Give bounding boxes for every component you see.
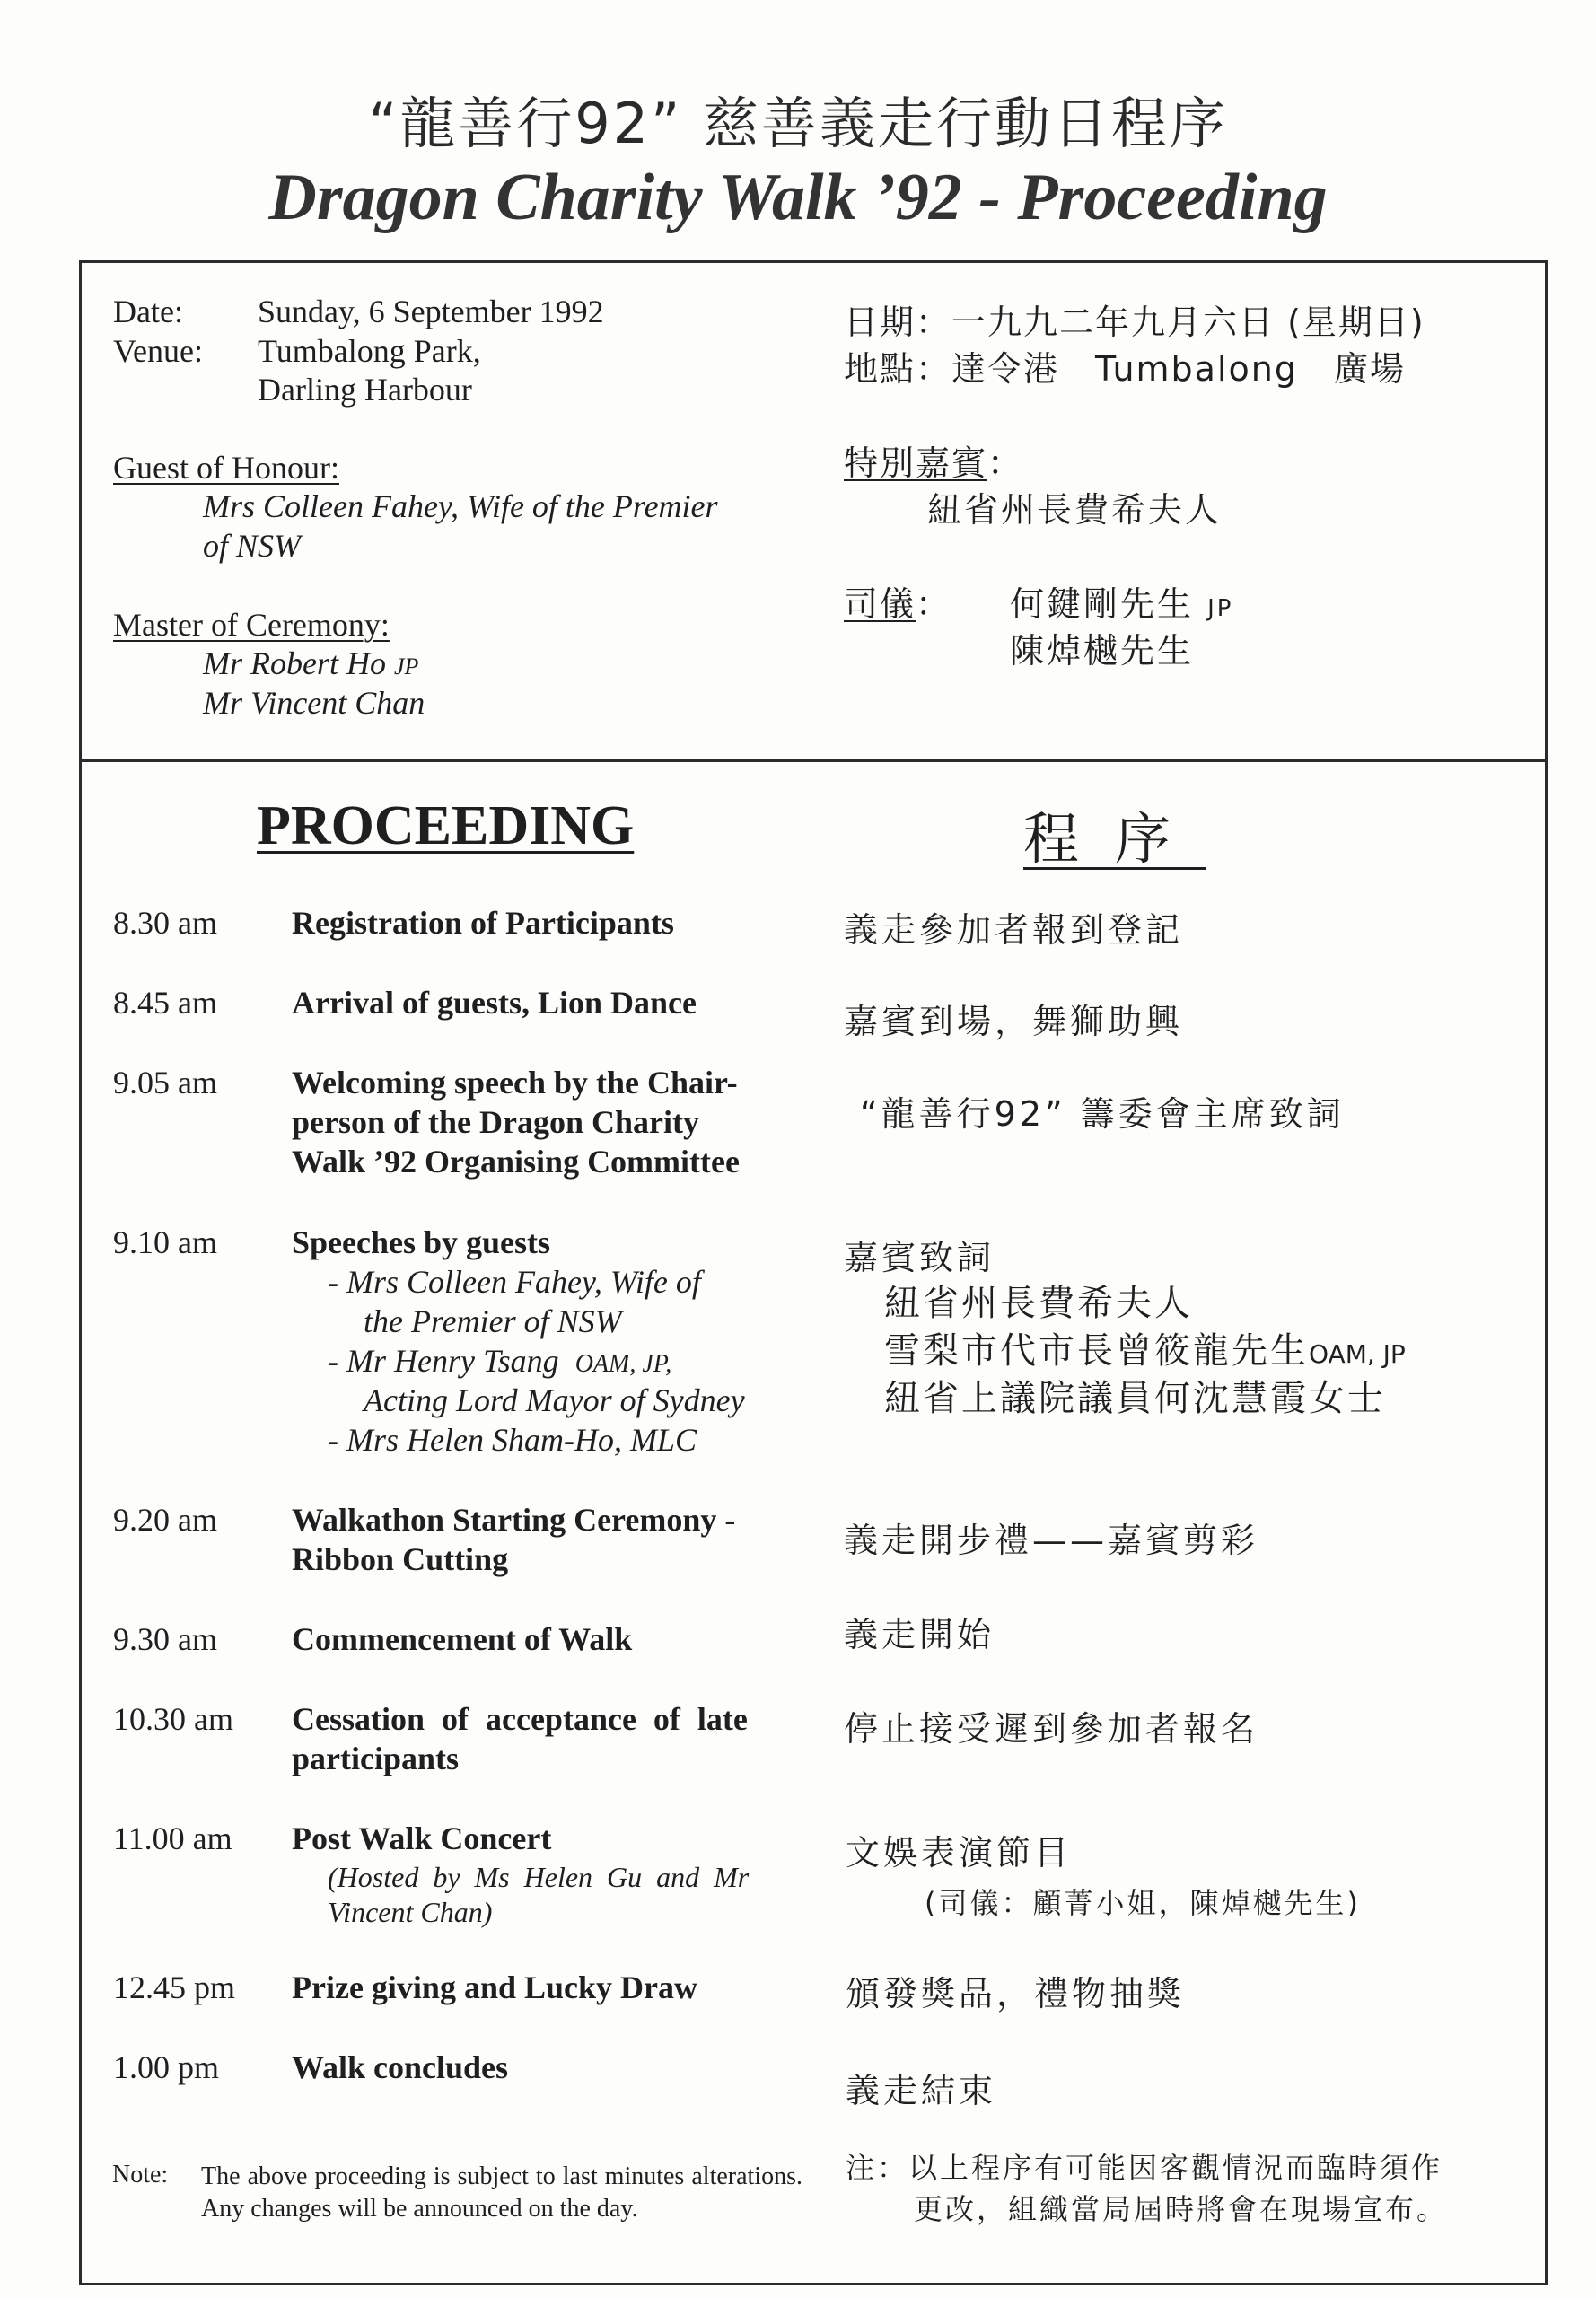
schedule-event-cn: 嘉賓致詞 [844, 1238, 995, 1277]
venue-line-2: Darling Harbour [258, 372, 472, 408]
mc-cn-line-2: 陳焯樾先生 [1010, 631, 1195, 671]
note-cn-line-2: 更改，組織當局屆時將會在現場宣布。 [914, 2192, 1449, 2226]
schedule-event-cn: “龍善行92” 籌委會主席致詞 [860, 1094, 1345, 1134]
mc-label-cn-colon: ： [916, 584, 952, 624]
schedule-event: Arrival of guests, Lion Dance [292, 985, 697, 1021]
schedule-event-line-2: participants [292, 1741, 460, 1776]
schedule-time: 11.00 am [113, 1820, 232, 1856]
schedule-event-cn: 義走結束 [846, 2071, 997, 2110]
guest-speaker-cn-2-name: 雪梨市代市長曾筱龍先生 [884, 1330, 1309, 1372]
guest-label-cn-text: 特別嘉賓 [844, 443, 988, 483]
date-value: Sunday, 6 September 1992 [258, 294, 604, 329]
guest-speaker-cn-1: 紐省州長費希夫人 [884, 1283, 1193, 1324]
guest-speaker-2-line-2: Acting Lord Mayor of Sydney [364, 1382, 745, 1418]
guest-speaker-2-suffix: OAM, JP, [574, 1350, 672, 1378]
schedule-event-line-2: Ribbon Cutting [292, 1541, 509, 1577]
note-label: Note: [112, 2161, 169, 2188]
concert-host-line-1: (Hosted by Ms Helen Gu and Mr [328, 1861, 750, 1893]
schedule-time: 10.30 am [113, 1701, 233, 1737]
guest-speaker-2-name: - Mr Henry Tsang [328, 1343, 559, 1379]
schedule-event-cn: 嘉賓到場，舞獅助興 [844, 1002, 1184, 1041]
master-of-ceremony-label: Master of Ceremony: [113, 607, 390, 643]
mc-label-cn-text: 司儀 [844, 584, 916, 624]
guest-of-honour-line-1: Mrs Colleen Fahey, Wife of the Premier [203, 488, 718, 524]
schedule-event-cn: 義走開步禮——嘉賓剪彩 [844, 1521, 1259, 1560]
schedule-time: 1.00 pm [113, 2049, 220, 2085]
mc-line-2: Mr Vincent Chan [203, 685, 425, 721]
guest-speaker-3: - Mrs Helen Sham-Ho, MLC [328, 1422, 697, 1458]
note-cn-line-1: 注：以上程序有可能因客觀情況而臨時須作 [846, 2151, 1443, 2185]
guest-cn: 紐省州長費希夫人 [927, 490, 1223, 530]
schedule-time: 9.05 am [113, 1065, 217, 1101]
guest-label-cn-colon: ： [987, 443, 1024, 483]
schedule-event: Post Walk Concert [292, 1820, 552, 1856]
note-text: The above proceeding is subject to last minutes alterations. Any changes will be announced on the day. [201, 2162, 802, 2223]
schedule-event: Prize giving and Lucky Draw [292, 1969, 698, 2005]
schedule-event-line-1: Cessation of acceptance of late [292, 1701, 748, 1737]
guest-speaker-1-line-2: the Premier of NSW [364, 1303, 622, 1339]
concert-host-line-2: Vincent Chan) [328, 1896, 493, 1928]
proceeding-heading-cn: 程序 [1023, 806, 1207, 872]
page-title-english: Dragon Charity Walk ’92 - Proceeding [268, 161, 1328, 234]
mc-cn-suffix-1: JP [1207, 595, 1234, 622]
venue-cn: 地點：達令港 Tumbalong 廣場 [844, 349, 1406, 389]
schedule-event-cn: 停止接受遲到參加者報名 [844, 1709, 1259, 1749]
mc-suffix-1: JP [393, 653, 419, 680]
schedule-event-cn: 文娛表演節目 [846, 1833, 1073, 1873]
schedule-time: 8.30 am [113, 905, 217, 941]
schedule-time: 8.45 am [113, 985, 217, 1021]
guest-speaker-cn-2-suffix: OAM, JP [1309, 1339, 1406, 1369]
venue-label: Venue: [113, 333, 203, 369]
schedule-event-line-3: Walk ’92 Organising Committee [292, 1144, 740, 1180]
schedule-time: 9.10 am [113, 1224, 217, 1260]
schedule-event-line-1: Welcoming speech by the Chair- [292, 1065, 738, 1101]
mc-line-1 [203, 645, 418, 682]
venue-line-1: Tumbalong Park, [258, 333, 481, 369]
schedule-event-cn: 義走參加者報到登記 [844, 910, 1184, 950]
mc-name-1: Mr Robert Ho [203, 645, 386, 681]
schedule-event-cn: 頒發獎品，禮物抽獎 [846, 1974, 1186, 2013]
schedule-time: 9.30 am [113, 1621, 217, 1657]
section-divider [79, 759, 1548, 762]
mc-cn-line-1 [1010, 576, 1233, 626]
guest-speaker-cn-2 [884, 1322, 1406, 1373]
mc-label-cn [844, 576, 951, 626]
guest-of-honour-label: Guest of Honour: [113, 450, 339, 486]
schedule-time: 12.45 pm [113, 1969, 236, 2005]
date-label: Date: [113, 294, 183, 329]
page-title-chinese: “龍善行92” 慈善義走行動日程序 [368, 91, 1228, 156]
concert-host-cn: (司儀：顧菁小姐，陳焯樾先生) [925, 1886, 1361, 1920]
guest-label-cn [844, 435, 1023, 485]
schedule-event: Speeches by guests [292, 1224, 551, 1260]
proceeding-heading: PROCEEDING [257, 795, 635, 856]
date-cn: 日期：一九九二年九月六日 (星期日) [844, 303, 1425, 342]
schedule-event: Registration of Participants [292, 905, 674, 941]
guest-speaker-cn-3: 紐省上議院議員何沈慧霞女士 [884, 1378, 1386, 1419]
mc-cn-name-1: 何鍵剛先生 [1010, 584, 1195, 624]
schedule-event-line-2: person of the Dragon Charity [292, 1104, 699, 1140]
schedule-event: Commencement of Walk [292, 1621, 633, 1657]
schedule-event: Walk concludes [292, 2049, 509, 2085]
schedule-time: 9.20 am [113, 1502, 217, 1538]
schedule-event-line-1: Walkathon Starting Ceremony - [292, 1502, 736, 1538]
guest-of-honour-line-2: of NSW [203, 528, 302, 564]
guest-speaker-1-line-1: - Mrs Colleen Fahey, Wife of [328, 1264, 701, 1300]
schedule-event-cn: 義走開始 [844, 1615, 995, 1654]
guest-speaker-2-line-1 [328, 1342, 671, 1380]
